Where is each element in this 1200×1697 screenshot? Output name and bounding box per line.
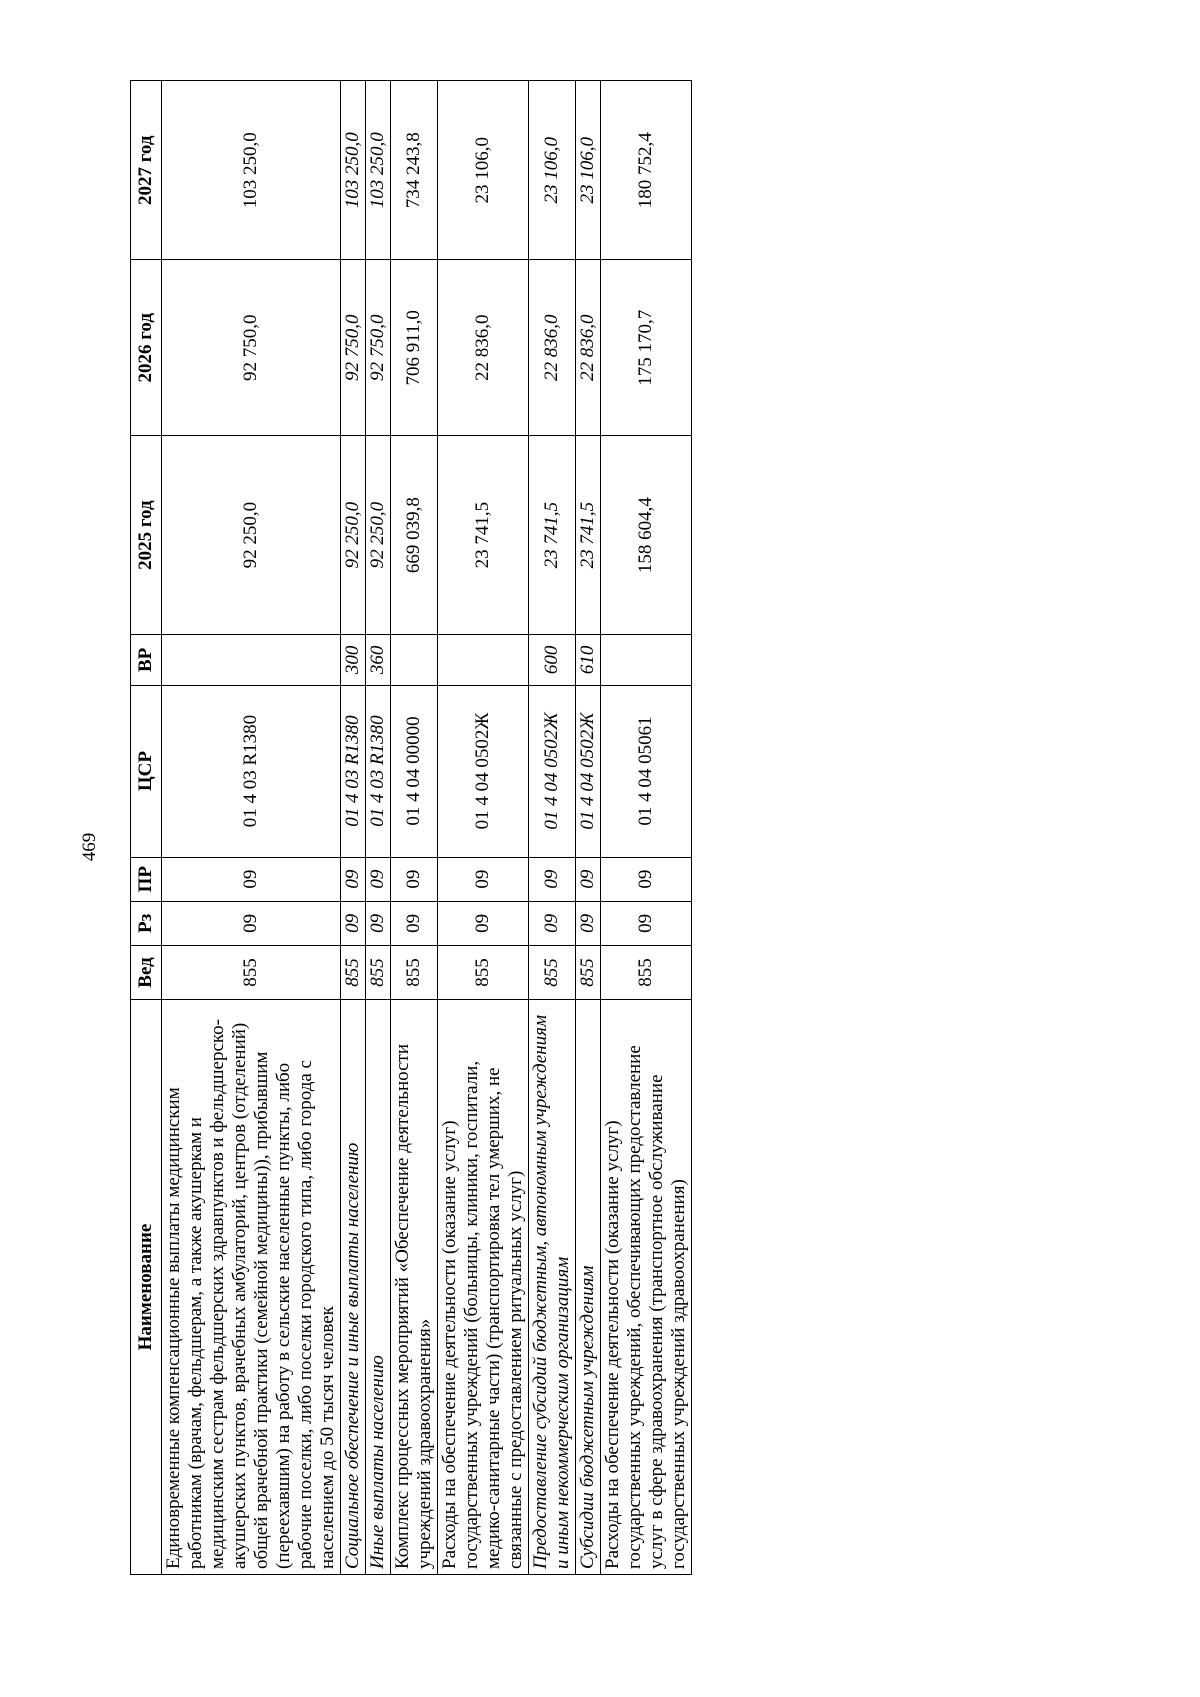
header-2026: 2026 год — [131, 260, 162, 436]
rz-cell: 09 — [162, 901, 341, 945]
header-ved: Вед — [131, 945, 162, 999]
amount-2025-cell: 669 039,8 — [391, 436, 438, 635]
pr-cell: 09 — [162, 857, 341, 901]
csr-cell: 01 4 04 0502Ж — [529, 685, 576, 857]
amount-2027-cell: 734 243,8 — [391, 81, 438, 260]
pr-cell: 09 — [366, 857, 391, 901]
name-cell: Расходы на обеспечение деятельности (оказание услуг) государственных учреждений, обеспечивающих предоставление услуг в сфере здравоохранения (транспортное обслуживание государственных учреждений здравоохранения) — [601, 1000, 692, 1575]
ved-cell: 855 — [366, 945, 391, 999]
csr-cell: 01 4 03 R1380 — [366, 685, 391, 857]
vr-cell — [391, 635, 438, 685]
pr-cell: 09 — [529, 857, 576, 901]
pr-cell: 09 — [576, 857, 601, 901]
table-row — [601, 81, 692, 1575]
table-row — [438, 81, 529, 1575]
ved-cell: 855 — [438, 945, 529, 999]
header-name: Наименование — [131, 1000, 162, 1575]
name-cell: Иные выплаты населению — [366, 1000, 391, 1575]
amount-2027-cell: 103 250,0 — [341, 81, 366, 260]
header-2025: 2025 год — [131, 436, 162, 635]
ved-cell: 855 — [162, 945, 341, 999]
header-row — [131, 81, 162, 1575]
table-row — [366, 81, 391, 1575]
rz-cell: 09 — [341, 901, 366, 945]
ved-cell: 855 — [341, 945, 366, 999]
rotated-table-container — [130, 80, 950, 1575]
ved-cell: 855 — [391, 945, 438, 999]
amount-2025-cell: 92 250,0 — [341, 436, 366, 635]
table-row — [162, 81, 341, 1575]
csr-cell: 01 4 03 R1380 — [341, 685, 366, 857]
name-cell: Расходы на обеспечение деятельности (оказание услуг) государственных учреждений (больницы, клиники, госпитали, медико-санитарные части) (транспортировка тел умерших, не связанные с предоставлением ритуальных услуг) — [438, 1000, 529, 1575]
amount-2026-cell: 92 750,0 — [341, 260, 366, 436]
ved-cell: 855 — [601, 945, 692, 999]
rz-cell: 09 — [529, 901, 576, 945]
header-vr: ВР — [131, 635, 162, 685]
vr-cell: 360 — [366, 635, 391, 685]
amount-2026-cell: 22 836,0 — [529, 260, 576, 436]
csr-cell: 01 4 04 0502Ж — [576, 685, 601, 857]
name-cell: Единовременные компенсационные выплаты медицинским работникам (врачам, фельдшерам, а также акушеркам и медицинским сестрам фельдшерских здравпунктов и фельдшерско-акушерских пунктов, врачебных амбулаторий, центров (отделений) общей врачебной практики (семейной медицины)), прибывшим (переехавшим) на работу в сельские населенные пункты, либо рабочие поселки, либо поселки городского типа, либо города с населением до 50 тысяч человек — [162, 1000, 341, 1575]
amount-2026-cell: 92 750,0 — [366, 260, 391, 436]
amount-2026-cell: 175 170,7 — [601, 260, 692, 436]
csr-cell: 01 4 04 0502Ж — [438, 685, 529, 857]
amount-2027-cell: 23 106,0 — [576, 81, 601, 260]
header-2027: 2027 год — [131, 81, 162, 260]
table-row — [529, 81, 576, 1575]
name-cell: Предоставление субсидий бюджетным, автономным учреждениям и иным некоммерческим организациям — [529, 1000, 576, 1575]
amount-2027-cell: 103 250,0 — [366, 81, 391, 260]
name-cell: Социальное обеспечение и иные выплаты населению — [341, 1000, 366, 1575]
csr-cell: 01 4 04 05061 — [601, 685, 692, 857]
table-row — [576, 81, 601, 1575]
name-cell: Субсидии бюджетным учреждениям — [576, 1000, 601, 1575]
amount-2025-cell: 23 741,5 — [576, 436, 601, 635]
amount-2026-cell: 22 836,0 — [438, 260, 529, 436]
vr-cell: 610 — [576, 635, 601, 685]
rz-cell: 09 — [576, 901, 601, 945]
rz-cell: 09 — [601, 901, 692, 945]
amount-2026-cell: 706 911,0 — [391, 260, 438, 436]
vr-cell: 300 — [341, 635, 366, 685]
amount-2027-cell: 23 106,0 — [529, 81, 576, 260]
amount-2027-cell: 23 106,0 — [438, 81, 529, 260]
vr-cell — [601, 635, 692, 685]
ved-cell: 855 — [576, 945, 601, 999]
rz-cell: 09 — [391, 901, 438, 945]
ved-cell: 855 — [529, 945, 576, 999]
pr-cell: 09 — [341, 857, 366, 901]
amount-2027-cell: 103 250,0 — [162, 81, 341, 260]
pr-cell: 09 — [601, 857, 692, 901]
table-row — [391, 81, 438, 1575]
vr-cell — [438, 635, 529, 685]
header-rz: Рз — [131, 901, 162, 945]
pr-cell: 09 — [438, 857, 529, 901]
header-csr: ЦСР — [131, 685, 162, 857]
rz-cell: 09 — [438, 901, 529, 945]
amount-2025-cell: 23 741,5 — [438, 436, 529, 635]
pr-cell: 09 — [391, 857, 438, 901]
page-number: 469 — [79, 832, 100, 862]
name-cell: Комплекс процессных мероприятий «Обеспечение деятельности учреждений здравоохранения» — [391, 1000, 438, 1575]
amount-2025-cell: 23 741,5 — [529, 436, 576, 635]
csr-cell: 01 4 03 R1380 — [162, 685, 341, 857]
amount-2025-cell: 92 250,0 — [162, 436, 341, 635]
amount-2026-cell: 92 750,0 — [162, 260, 341, 436]
amount-2025-cell: 92 250,0 — [366, 436, 391, 635]
vr-cell — [162, 635, 341, 685]
table-body — [162, 81, 692, 1575]
amount-2027-cell: 180 752,4 — [601, 81, 692, 260]
table-row — [341, 81, 366, 1575]
amount-2026-cell: 22 836,0 — [576, 260, 601, 436]
amount-2025-cell: 158 604,4 — [601, 436, 692, 635]
rz-cell: 09 — [366, 901, 391, 945]
budget-table — [130, 80, 692, 1575]
csr-cell: 01 4 04 00000 — [391, 685, 438, 857]
header-pr: ПР — [131, 857, 162, 901]
vr-cell: 600 — [529, 635, 576, 685]
